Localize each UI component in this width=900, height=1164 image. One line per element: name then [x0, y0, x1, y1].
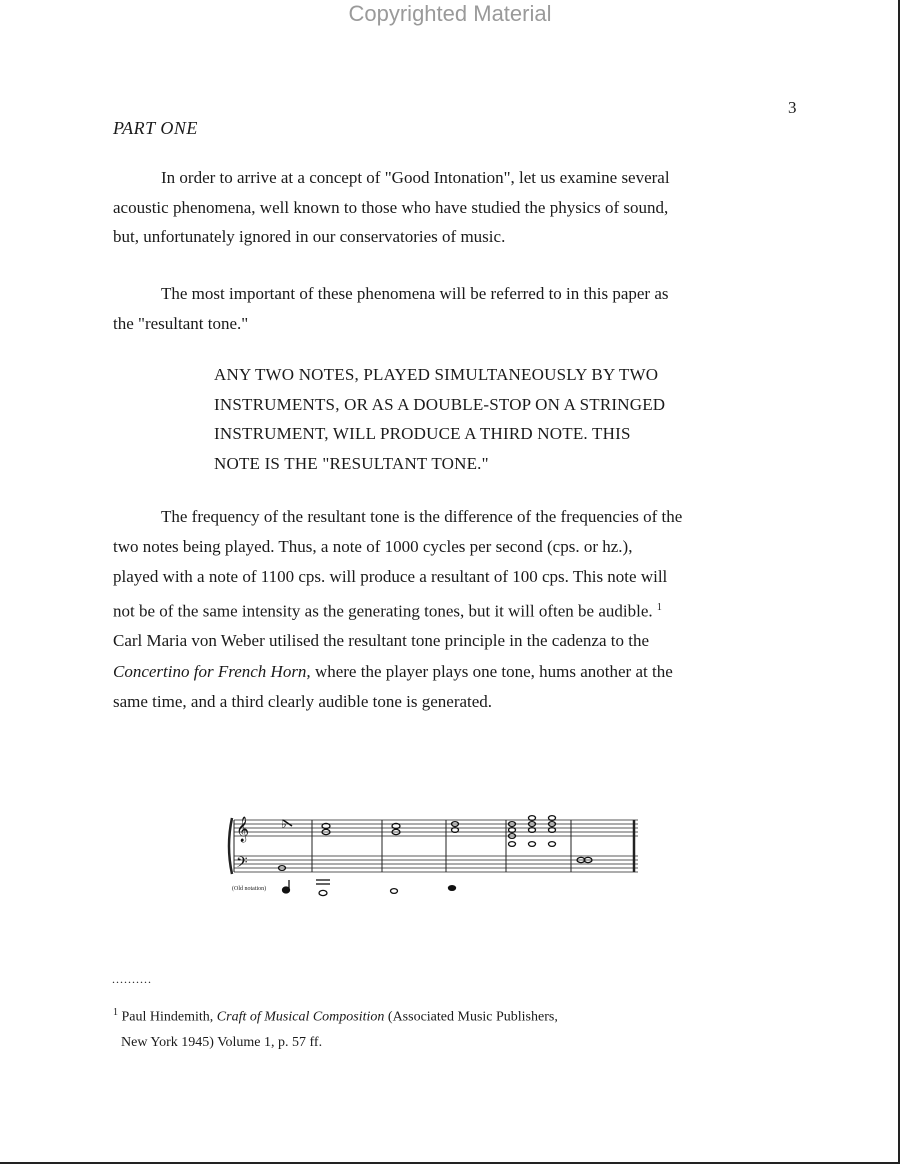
footnote-book-title: Craft of Musical Composition: [216, 1009, 385, 1025]
footnote: [113, 1000, 733, 1055]
quote-line: INSTRUMENTS, OR AS A DOUBLE-STOP ON A STRINGED: [214, 394, 666, 414]
footnote-author: Paul Hindemith,: [118, 1009, 217, 1025]
paragraph-intro: [113, 163, 778, 252]
section-heading: PART ONE: [113, 118, 198, 138]
text-line: the "resultant tone.": [113, 313, 249, 333]
quote-line: INSTRUMENT, WILL PRODUCE A THIRD NOTE. THIS: [214, 424, 631, 443]
text-line: The most important of these phenomena will be referred to in this paper as: [161, 284, 669, 303]
page-number: 3: [788, 98, 797, 117]
footnote-line: New York 1945) Volume 1, p. 57 ff.: [121, 1034, 323, 1050]
text-fragment: not be of the same intensity as the generating tones, but it will often be audible.: [113, 601, 653, 621]
text-line: [113, 657, 778, 687]
text-line: [113, 593, 778, 627]
block-quote: [214, 360, 754, 478]
text-line: Carl Maria von Weber utilised the resultant tone principle in the cadenza to the: [113, 631, 649, 651]
paragraph-frequency: [113, 502, 778, 717]
text-line: two notes being played. Thus, a note of 1000 cycles per second (cps. or hz.),: [113, 537, 633, 557]
bass-clef-icon: 𝄢: [236, 854, 248, 875]
text-line: but, unfortunately ignored in our conservatories of music.: [113, 227, 506, 246]
text-line: acoustic phenomena, well known to those who have studied the physics of sound,: [113, 197, 669, 217]
svg-text:♭: ♭: [281, 817, 287, 831]
music-caption: (Old notation): [232, 886, 267, 892]
copyright-watermark: Copyrighted Material: [348, 1, 552, 26]
footnote-number: 1: [113, 1007, 118, 1018]
treble-clef-icon: 𝄞: [236, 817, 250, 842]
text-line: played with a note of 1100 cps. will produce a resultant of 100 cps. This note will: [113, 567, 668, 587]
quote-line: ANY TWO NOTES, PLAYED SIMULTANEOUSLY BY TWO: [214, 365, 659, 384]
music-example: [226, 808, 646, 904]
footnote-publisher: (Associated Music Publishers,: [384, 1009, 558, 1025]
footnote-line: [113, 1000, 733, 1030]
text-fragment: where the player plays one tone, hums another at the: [310, 661, 673, 681]
text-line: same time, and a third clearly audible tone is generated.: [113, 691, 493, 711]
paragraph-resultant: [113, 279, 778, 338]
text-line: The frequency of the resultant tone is the difference of the frequencies of the: [161, 507, 683, 526]
treble-staff: [234, 820, 638, 836]
resultant-notes: [283, 880, 456, 896]
treble-ledger-notes: [509, 842, 556, 847]
footnote-marker: 1: [656, 601, 662, 613]
work-title: Concertino for French Horn,: [113, 661, 311, 681]
text-line: In order to arrive at a concept of "Good Intonation", let us examine several: [161, 168, 670, 187]
brace-icon: [229, 818, 232, 874]
treble-notes: [281, 816, 556, 839]
footnote-separator: ..........: [112, 972, 152, 986]
quote-line: NOTE IS THE "RESULTANT TONE.": [214, 453, 489, 473]
